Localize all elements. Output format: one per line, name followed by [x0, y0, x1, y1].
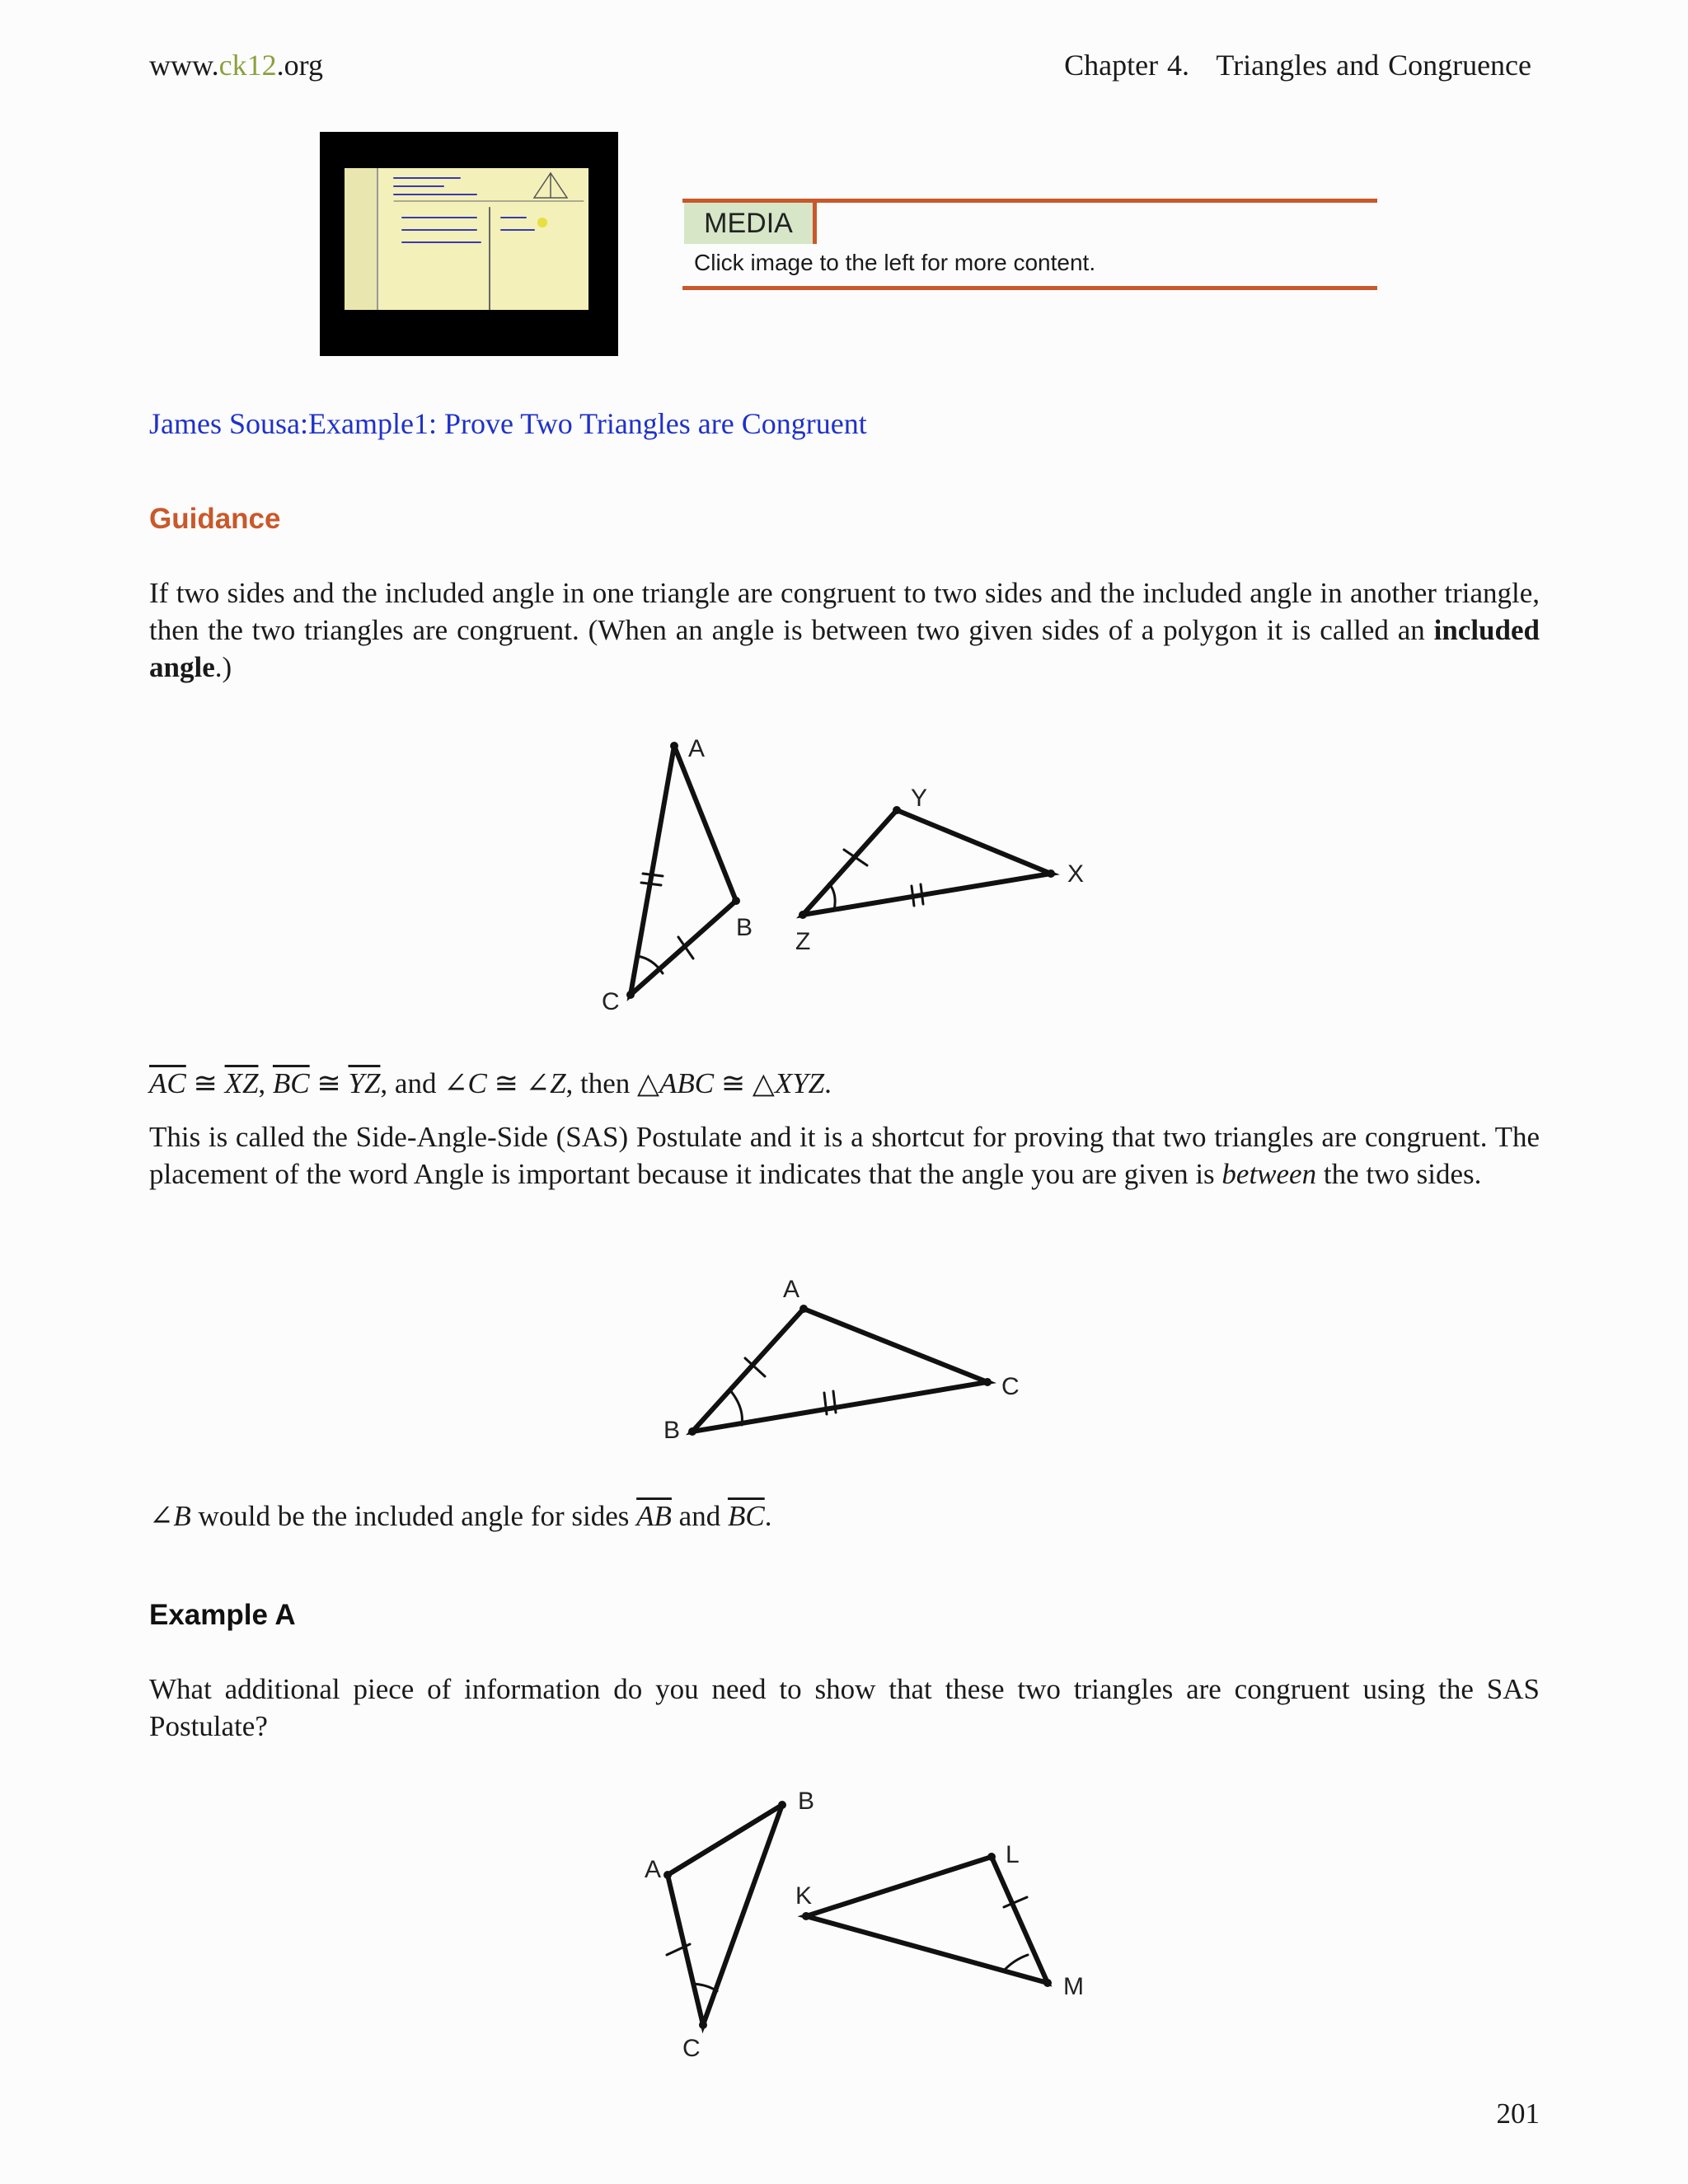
video-thumbnail-sketch [345, 168, 588, 310]
label-y: Y [911, 785, 928, 812]
triangle-klm [795, 1841, 1084, 2000]
label-a: A [645, 1856, 662, 1883]
page-number: 201 [1496, 2097, 1540, 2130]
label-b: B [663, 1417, 681, 1444]
guidance-paragraph-2: This is called the Side-Angle-Side (SAS) Postulate and it is a shortcut for proving that two triangles are congruent. The placement of the word Angle is important because it indicates that the angle you are given is between the two sides. [149, 1121, 1540, 1190]
label-c: C [1001, 1373, 1020, 1400]
label-x: X [1067, 860, 1085, 888]
figure-triangle-abc-included-angle [651, 1261, 1039, 1451]
video-thumbnail-screen [345, 168, 588, 310]
label-z: Z [795, 928, 811, 955]
figure-triangles-abc-klm [577, 1772, 1113, 2069]
angle-b-arc [730, 1390, 742, 1425]
angle-m-arc [1004, 1955, 1028, 1971]
tick-xz-2 [921, 884, 923, 904]
triangle-abc-example-sides [668, 1805, 782, 2025]
label-m: M [1063, 1973, 1084, 2000]
label-a: A [783, 1276, 800, 1303]
label-c: C [602, 988, 620, 1015]
label-b: B [798, 1788, 815, 1815]
included-angle-statement: ∠B would be the included angle for sides $\overline{AB}$ and $\overline{BC}$. [149, 1500, 772, 1532]
triangle-abc-sides [692, 1309, 987, 1432]
guidance-paragraph-1: If two sides and the included angle in one triangle are congruent to two sides and the included angle in another triangle, then the two triangles are congruent. (When an angle is between two given sides of a polygon it is called an included angle.) [149, 577, 1540, 683]
label-b: B [736, 914, 753, 941]
media-caption: Click image to the left for more content. [694, 250, 1096, 275]
sas-congruence-statement: $\overline{AC}$ ≅ $\overline{XZ}$, $\overline{BC}$ ≅ $\overline{YZ}$, and ∠C ≅ ∠Z, then △ABC ≅ △XYZ. [149, 1067, 832, 1099]
media-bottom-rule [682, 286, 1377, 290]
media-tag: MEDIA [684, 203, 817, 244]
tick-ac-2 [641, 883, 661, 885]
tick-ac-1 [643, 874, 663, 876]
triangle-xyz [795, 785, 1084, 955]
site-prefix: www. [149, 49, 219, 82]
guidance-heading: Guidance [149, 503, 281, 535]
label-k: K [795, 1882, 813, 1910]
triangle-abc-example [645, 1788, 814, 2062]
example-a-heading: Example A [149, 1599, 296, 1631]
site-suffix: .org [276, 49, 323, 82]
triangle-xyz-sides [803, 810, 1051, 915]
figure-triangles-abc-xyz [577, 725, 1137, 1022]
site-url[interactable] [149, 48, 323, 82]
label-l: L [1006, 1841, 1020, 1868]
chapter-title: Chapter 4. Triangles and Congruence [1064, 49, 1531, 82]
label-a: A [688, 735, 706, 762]
tick-xz-1 [912, 886, 914, 906]
triangle-abc [602, 735, 753, 1015]
site-brand: ck12 [218, 49, 277, 82]
video-link[interactable]: James Sousa:Example1: Prove Two Triangles are Congruent [149, 407, 867, 440]
video-thumbnail[interactable] [320, 132, 618, 356]
label-c: C [682, 2035, 701, 2062]
example-a-question: What additional piece of information do you need to show that these two triangles are congruent using the SAS Postulate? [149, 1673, 1540, 1742]
